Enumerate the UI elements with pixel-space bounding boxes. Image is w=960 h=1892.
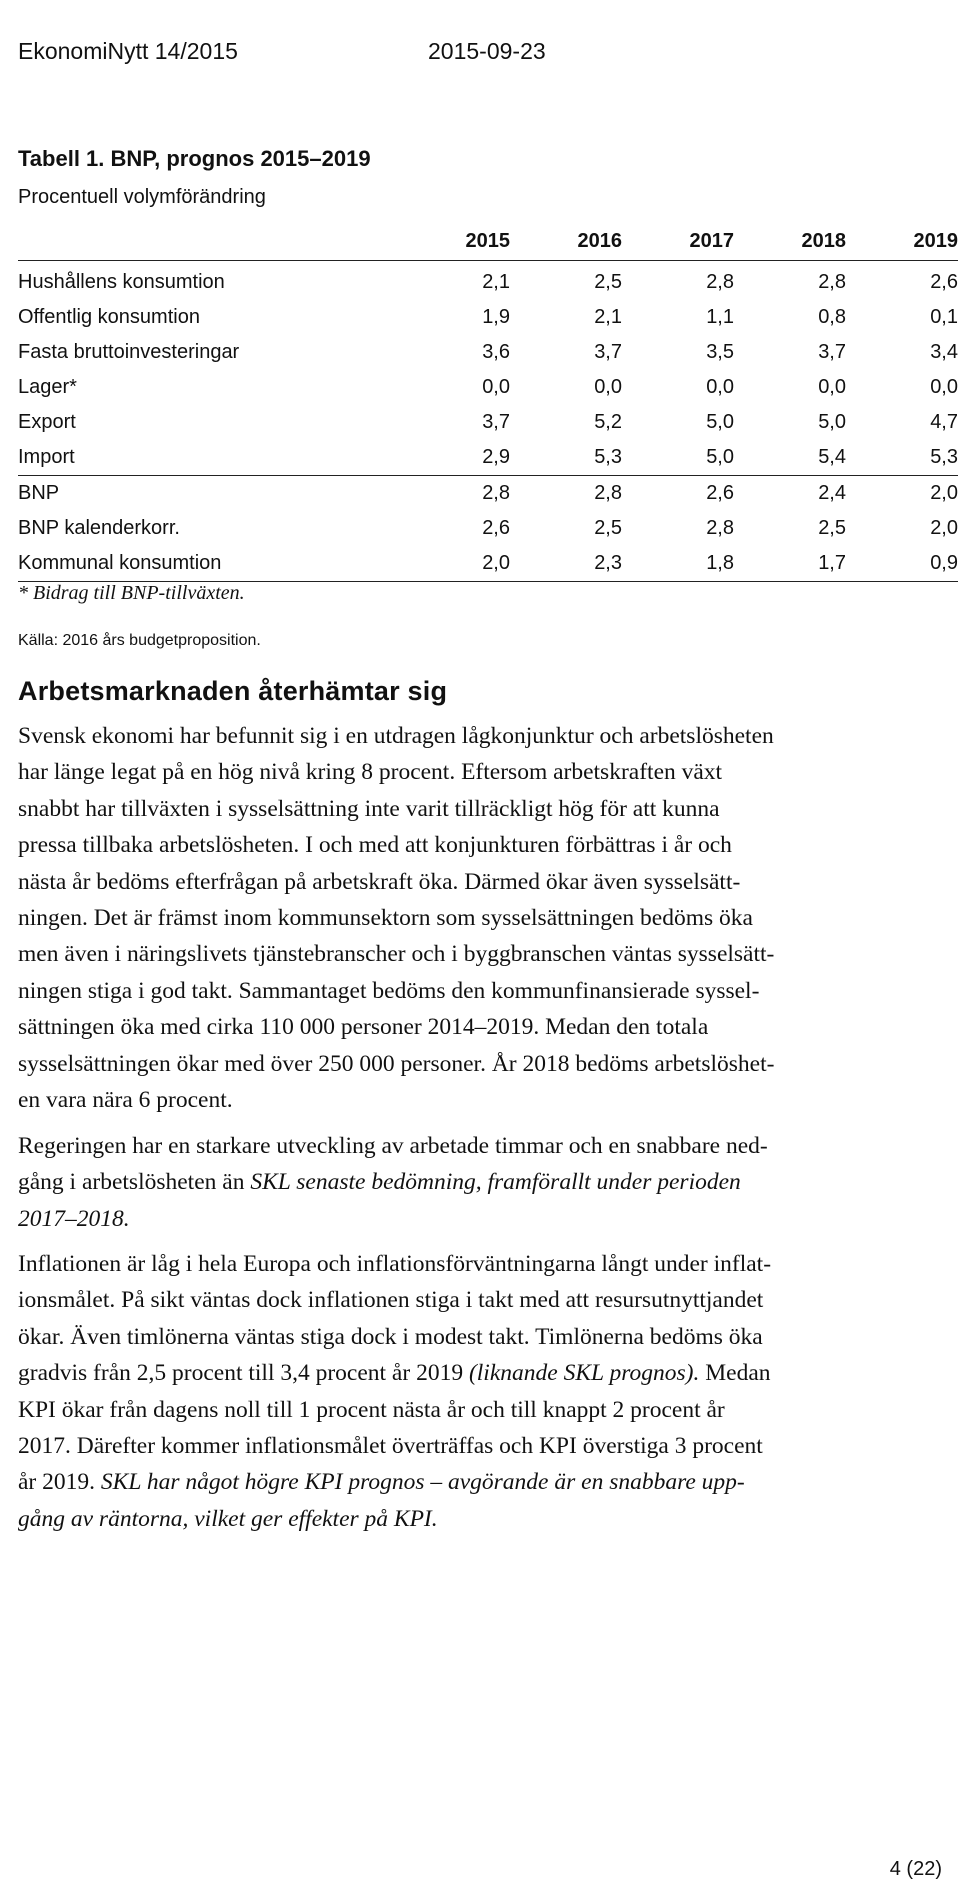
row-value: 5,3 [930, 446, 958, 468]
row-value: 3,6 [482, 341, 510, 363]
row-value: 1,1 [706, 306, 734, 328]
table-row [18, 405, 958, 440]
header-empty [18, 222, 398, 261]
text-line: nästa år bedöms efterfrågan på arbetskraft öka. Därmed ökar även sysselsätt- [18, 868, 741, 895]
table-subtitle: Procentuell volymförändring [18, 186, 266, 208]
bnp-table [18, 222, 958, 582]
row-label: BNP kalenderkorr. [18, 517, 180, 539]
row-value: 2,0 [846, 476, 958, 512]
row-value: 2,4 [734, 476, 846, 512]
text-run: gradvis från 2,5 procent till 3,4 procent år 2019 [18, 1360, 469, 1387]
row-value: 2,0 [930, 517, 958, 539]
row-label: Kommunal konsumtion [18, 546, 398, 582]
year-header: 2019 [846, 222, 958, 261]
row-value: 1,7 [734, 546, 846, 582]
text-run: år 2019. [18, 1469, 101, 1496]
table-row [18, 440, 958, 476]
row-value: 2,0 [398, 546, 510, 582]
paragraph-labor-market [18, 718, 948, 1118]
row-value: 0,0 [818, 376, 846, 398]
row-value: 2,3 [510, 546, 622, 582]
text-line: 2017–2018. [18, 1205, 130, 1232]
page-header [18, 38, 942, 66]
row-value: 2,5 [594, 517, 622, 539]
text-line: gång av räntorna, vilket ger effekter på KPI. [18, 1505, 438, 1532]
table-row [18, 476, 958, 512]
text-run-italic: (liknande SKL prognos). [468, 1360, 700, 1387]
text-line: snabbt har tillväxten i sysselsättning inte varit tillräckligt hög för att kunna [18, 795, 720, 822]
row-label: Fasta bruttoinvesteringar [18, 341, 240, 363]
text-line: pressa tillbaka arbetslösheten. I och med att konjunkturen förbättras i år och [18, 832, 732, 859]
text-line: KPI ökar från dagens noll till 1 procent nästa år och till knappt 2 procent år [18, 1396, 725, 1423]
text-line: ningen stiga i god takt. Sammantaget bedöms den kommunfinansierade syssel- [18, 977, 760, 1004]
text-line: ningen. Det är främst inom kommunsektorn som sysselsättningen bedöms öka [18, 905, 753, 932]
row-value: 2,6 [930, 271, 958, 293]
row-value: 2,8 [818, 271, 846, 293]
row-value: 2,5 [594, 271, 622, 293]
row-value: 1,8 [622, 546, 734, 582]
row-value: 2,8 [706, 271, 734, 293]
row-value: 0,0 [482, 376, 510, 398]
text-line: Regeringen har en starkare utveckling av arbetade timmar och en snabbare ned- [18, 1133, 768, 1159]
row-value: 5,3 [594, 446, 622, 468]
row-value: 2,9 [482, 446, 510, 468]
text-line: Inflationen är låg i hela Europa och inflationsförväntningarna långt under inflat- [18, 1251, 772, 1277]
row-value: 3,7 [594, 341, 622, 363]
text-line: en vara nära 6 procent. [18, 1087, 233, 1114]
table-row [18, 546, 958, 582]
year-header: 2015 [398, 222, 510, 261]
row-value: 0,8 [818, 306, 846, 328]
text-line: ökar. Även timlönerna väntas stiga dock i modest takt. Timlönerna bedöms öka [18, 1323, 763, 1350]
year-header: 2017 [622, 222, 734, 261]
row-value: 2,8 [398, 476, 510, 512]
text-line: sättningen öka med cirka 110 000 personer 2014–2019. Medan den totala [18, 1014, 709, 1041]
row-value: 2,8 [510, 476, 622, 512]
row-label: Hushållens konsumtion [18, 271, 225, 293]
table-row [18, 261, 958, 301]
text-run-italic: SKL har något högre KPI prognos – avgörande är en snabbare upp- [100, 1469, 745, 1496]
row-value: 5,2 [594, 411, 622, 433]
row-value: 0,9 [846, 546, 958, 582]
text-line [18, 1355, 948, 1391]
row-value: 2,6 [482, 517, 510, 539]
table-row [18, 511, 958, 546]
section-heading: Arbetsmarknaden återhämtar sig [18, 676, 448, 706]
text-line [18, 1164, 948, 1200]
row-value: 0,0 [930, 376, 958, 398]
row-value: 3,7 [818, 341, 846, 363]
row-value: 5,0 [818, 411, 846, 433]
page-number: 4 (22) [889, 1858, 942, 1880]
row-value: 0,1 [930, 306, 958, 328]
row-label: Lager* [18, 376, 77, 398]
row-value: 1,9 [482, 306, 510, 328]
table-source: Källa: 2016 års budgetproposition. [18, 632, 261, 649]
text-run: gång i arbetslösheten än [18, 1169, 251, 1196]
table-title: Tabell 1. BNP, prognos 2015–2019 [18, 146, 371, 171]
row-value: 2,1 [594, 306, 622, 328]
text-line: sysselsättningen ökar med över 250 000 personer. År 2018 bedöms arbetslöshet- [18, 1050, 775, 1077]
year-header: 2018 [734, 222, 846, 261]
row-value: 2,5 [818, 517, 846, 539]
row-value: 3,4 [930, 341, 958, 363]
row-label: BNP [18, 476, 398, 512]
table-row [18, 300, 958, 335]
row-value: 2,1 [482, 271, 510, 293]
text-line: Svensk ekonomi har befunnit sig i en utdragen lågkonjunktur och arbetslösheten [18, 723, 774, 749]
paragraph-inflation [18, 1246, 948, 1537]
row-value: 2,6 [622, 476, 734, 512]
text-run-italic: SKL senaste bedömning, framförallt under perioden [250, 1169, 741, 1196]
row-value: 0,0 [594, 376, 622, 398]
paragraph-government [18, 1128, 948, 1237]
row-value: 2,8 [706, 517, 734, 539]
table-row [18, 335, 958, 370]
row-label: Offentlig konsumtion [18, 306, 200, 328]
text-line: har länge legat på en hög nivå kring 8 procent. Eftersom arbetskraften växt [18, 759, 723, 786]
table-footnote: * Bidrag till BNP-tillväxten. [18, 582, 245, 604]
table-row [18, 370, 958, 405]
row-value: 5,0 [706, 446, 734, 468]
publication-date: 2015-09-23 [428, 38, 546, 64]
text-run: Medan [699, 1360, 771, 1387]
row-value: 5,4 [818, 446, 846, 468]
text-line: 2017. Därefter kommer inflationsmålet överträffas och KPI överstiga 3 procent [18, 1433, 763, 1460]
row-value: 3,7 [482, 411, 510, 433]
publication-name: EkonomiNytt 14/2015 [18, 38, 238, 64]
row-value: 5,0 [706, 411, 734, 433]
table-header-row [18, 222, 958, 261]
text-line: men även i näringslivets tjänstebranscher och i byggbranschen väntas sysselsätt- [18, 941, 775, 968]
text-line: ionsmålet. På sikt väntas dock inflationen stiga i takt med att resursutnyttjandet [18, 1287, 764, 1314]
year-header: 2016 [510, 222, 622, 261]
text-line [18, 1464, 948, 1500]
row-value: 3,5 [706, 341, 734, 363]
row-value: 0,0 [706, 376, 734, 398]
row-value: 4,7 [930, 411, 958, 433]
row-label: Export [18, 411, 76, 433]
row-label: Import [18, 446, 75, 468]
